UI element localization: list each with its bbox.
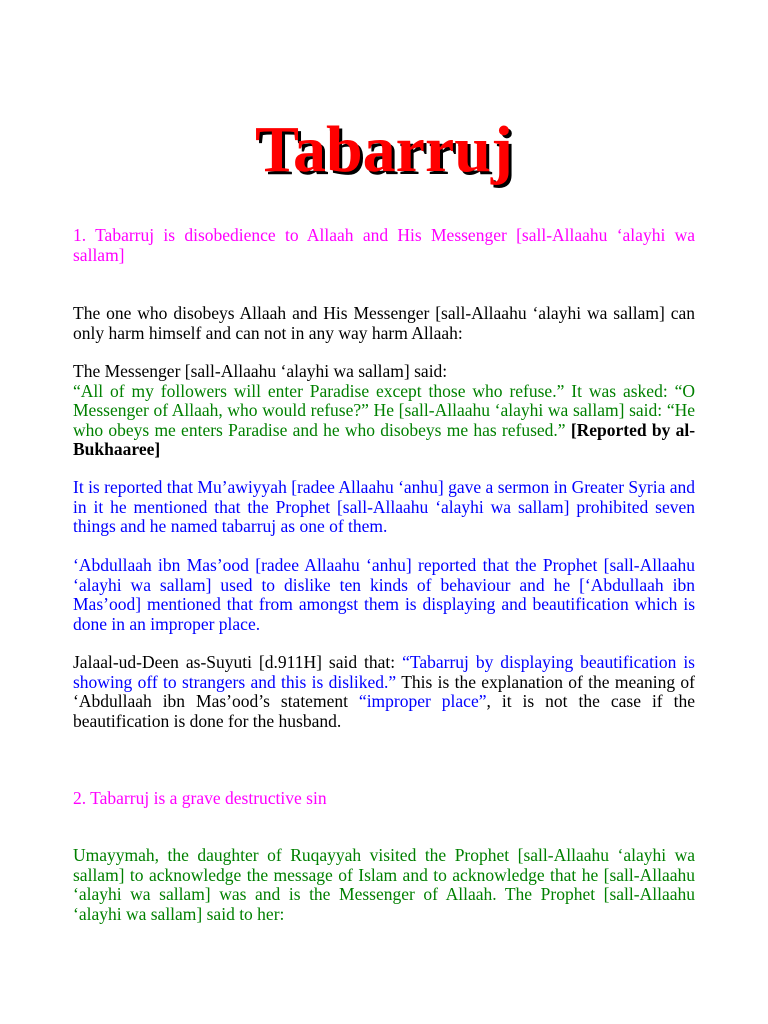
hadith-quote: “All of my followers will enter Paradise except those who refuse.” It was asked: “O Messenger of Allaah, who would refuse?” He [sall-Allaahu ‘alayhi wa sallam] said: “He who obeys me enters Paradise and he who disobeys me has refused.” — [73, 380, 695, 440]
paragraph-suyuti — [73, 653, 695, 731]
improper-place-phrase: “improper place” — [358, 691, 487, 711]
suyuti-explanation: This is the explanation of the meaning of ‘Abdullaah ibn Mas’ood’s statement — [73, 671, 696, 711]
section-2-heading: 2. Tabarruj is a grave destructive sin — [73, 788, 327, 808]
document-title: Tabarruj — [255, 113, 513, 186]
paragraph-umayymah: Umayymah, the daughter of Ruqayyah visited the Prophet [sall-Allaahu ‘alayhi wa sallam] to acknowledge the message of Islam and to acknowledge that he [sall-Allaahu ‘alayhi wa sallam] was and is the Messenger of Allaah. The Prophet [sall-Allaahu ‘alayhi wa sallam] said to her: — [73, 845, 695, 924]
suyuti-conclusion: , it is not the case if the beautification is done for the husband. — [73, 691, 695, 731]
section-1-heading: 1. Tabarruj is disobedience to Allaah and His Messenger [sall-Allaahu ‘alayhi wa sallam] — [73, 225, 695, 265]
paragraph-ibn-masood: ‘Abdullaah ibn Mas’ood [radee Allaahu ‘anhu] reported that the Prophet [sall-Allaahu ‘alayhi wa sallam] used to dislike ten kinds of behaviour and he [‘Abdullaah ibn Mas’ood] mentioned that from amongst them is displaying and beautification which is done in an improper place. — [73, 555, 695, 634]
suyuti-intro: Jalaal-ud-Deen as-Suyuti [d.911H] said that: — [73, 652, 403, 672]
hadith-intro: The Messenger [sall-Allaahu ‘alayhi wa sallam] said: — [73, 361, 448, 381]
paragraph-disobedience-harm: The one who disobeys Allaah and His Messenger [sall-Allaahu ‘alayhi wa sallam] can only harm himself and can not in any way harm Allaah: — [73, 303, 695, 343]
hadith-reference: [Reported by al-Bukhaaree] — [73, 419, 696, 459]
hadith-paradise-block — [73, 362, 695, 460]
paragraph-muawiyyah-sermon: It is reported that Mu’awiyyah [radee Allaahu ‘anhu] gave a sermon in Greater Syria and in it he mentioned that the Prophet [sall-Allaahu ‘alayhi wa sallam] prohibited seven things and he named tabarruj as one of them. — [73, 477, 695, 536]
suyuti-quote: “Tabarruj by displaying beautification is showing off to strangers and this is disliked.” — [73, 652, 695, 692]
